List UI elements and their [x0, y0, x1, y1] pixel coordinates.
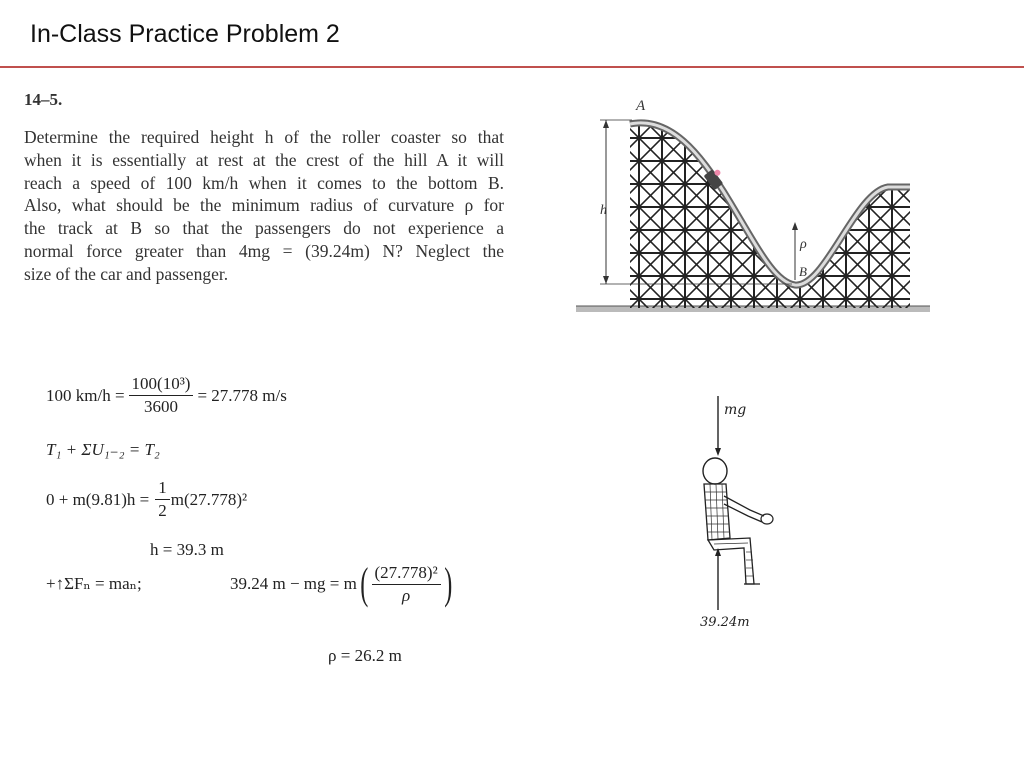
problem-line: normal force greater than 4mg = (39.24m) N? Neglect the — [24, 240, 504, 261]
eq1-lhs: 100 km/h = — [46, 385, 125, 405]
problem-line: size of the car and passenger. — [24, 263, 229, 284]
slide-title: In-Class Practice Problem 2 — [30, 20, 340, 48]
result-radius — [328, 646, 402, 666]
right-paren: ) — [443, 559, 453, 608]
eq2-text: T₁ + ΣU₁₋₂ = T₂ — [46, 440, 160, 459]
problem-line: Determine the required height h of the roller coaster so that — [24, 127, 504, 147]
eq5-lhs: +↑ΣFₙ = maₙ; — [46, 574, 142, 593]
problem-number: 14–5. — [24, 90, 63, 109]
truss-structure — [630, 124, 910, 308]
problem-line: the track at B so that the passengers do not experience a — [24, 218, 504, 239]
eq1-rhs: = 27.778 m/s — [197, 385, 287, 405]
eq3-lhs: 0 + m(9.81)h = — [46, 489, 150, 509]
problem-line: when it is essentially at rest at the crest of the hill A it will — [24, 149, 504, 170]
person-head — [703, 458, 727, 484]
person-arm — [724, 496, 764, 516]
equation-energy — [46, 440, 160, 460]
normal-label: 39.24m — [700, 615, 750, 630]
eq5-denominator: ρ — [402, 585, 411, 605]
eq1-fraction — [129, 374, 194, 417]
problem-line: Also, what should be the minimum radius of curvature ρ for — [24, 195, 504, 216]
label-h: h — [600, 203, 607, 218]
eq5-numerator: (27.778)² — [372, 563, 441, 585]
eq1-denominator: 3600 — [144, 397, 178, 416]
person-legs — [708, 538, 754, 584]
label-a: A — [636, 98, 646, 114]
free-body-diagram — [680, 388, 800, 638]
weight-label: mg — [724, 402, 747, 418]
eq3-numerator: 1 — [155, 478, 170, 500]
result-height — [150, 540, 224, 560]
problem-statement — [24, 126, 504, 286]
eq6-text: ρ = 26.2 m — [328, 646, 402, 665]
eq3-fraction — [155, 478, 170, 521]
equation-energy-sub — [46, 478, 247, 521]
eq3-rhs: m(27.778)² — [170, 489, 248, 509]
eq4-text: h = 39.3 m — [150, 540, 224, 559]
equation-normal-force — [46, 559, 455, 608]
eq3-denominator: 2 — [158, 501, 167, 520]
equation-speed — [46, 374, 287, 417]
label-b: B — [799, 264, 807, 279]
eq1-numerator: 100(10³) — [129, 374, 194, 396]
eq5-fraction — [372, 563, 441, 606]
label-rho: ρ — [800, 237, 807, 252]
left-paren: ( — [360, 559, 369, 608]
roller-coaster-diagram — [570, 92, 940, 328]
rho-arrow — [792, 222, 798, 280]
title-divider — [0, 66, 1024, 68]
eq5-mid: 39.24 m − mg = m — [230, 574, 357, 593]
problem-line: reach a speed of 100 km/h when it comes to the bottom B. — [24, 172, 504, 193]
